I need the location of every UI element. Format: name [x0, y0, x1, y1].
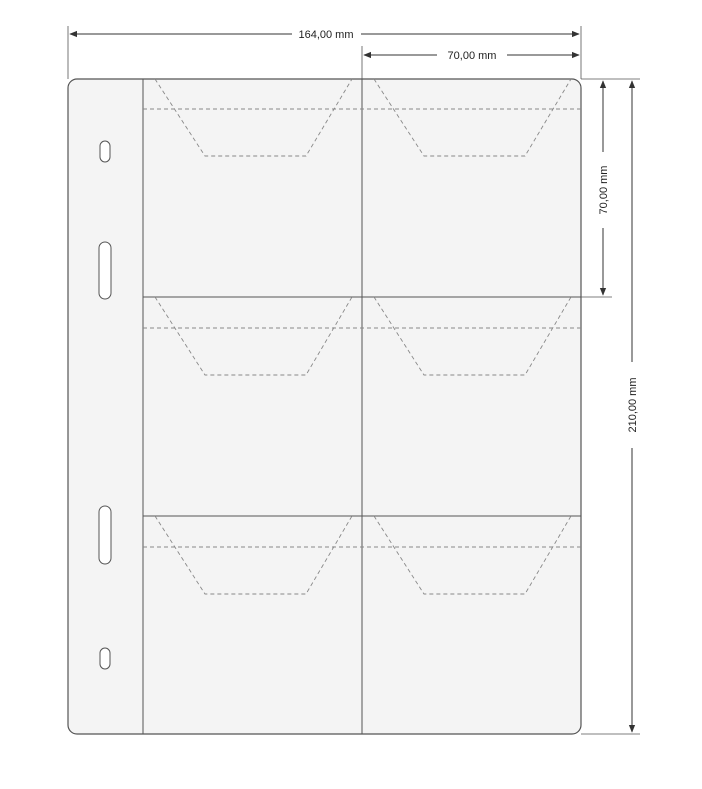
dimension-total-width	[70, 29, 579, 41]
punch-hole	[100, 648, 110, 669]
dimension-total-height	[627, 81, 639, 732]
dimension-label-pocket-height: 70,00 mm	[598, 165, 610, 215]
punch-hole	[99, 242, 111, 299]
punch-hole	[99, 506, 111, 564]
dimension-label-total-height: 210,00 mm	[627, 377, 639, 433]
dimension-label-total-width: 164,00 mm	[298, 29, 354, 41]
sheet-outline	[68, 79, 581, 734]
dimension-pocket-width	[364, 50, 579, 62]
dimension-label-pocket-width: 70,00 mm	[447, 50, 497, 62]
dimension-pocket-height	[598, 81, 610, 295]
punch-hole	[100, 141, 110, 162]
